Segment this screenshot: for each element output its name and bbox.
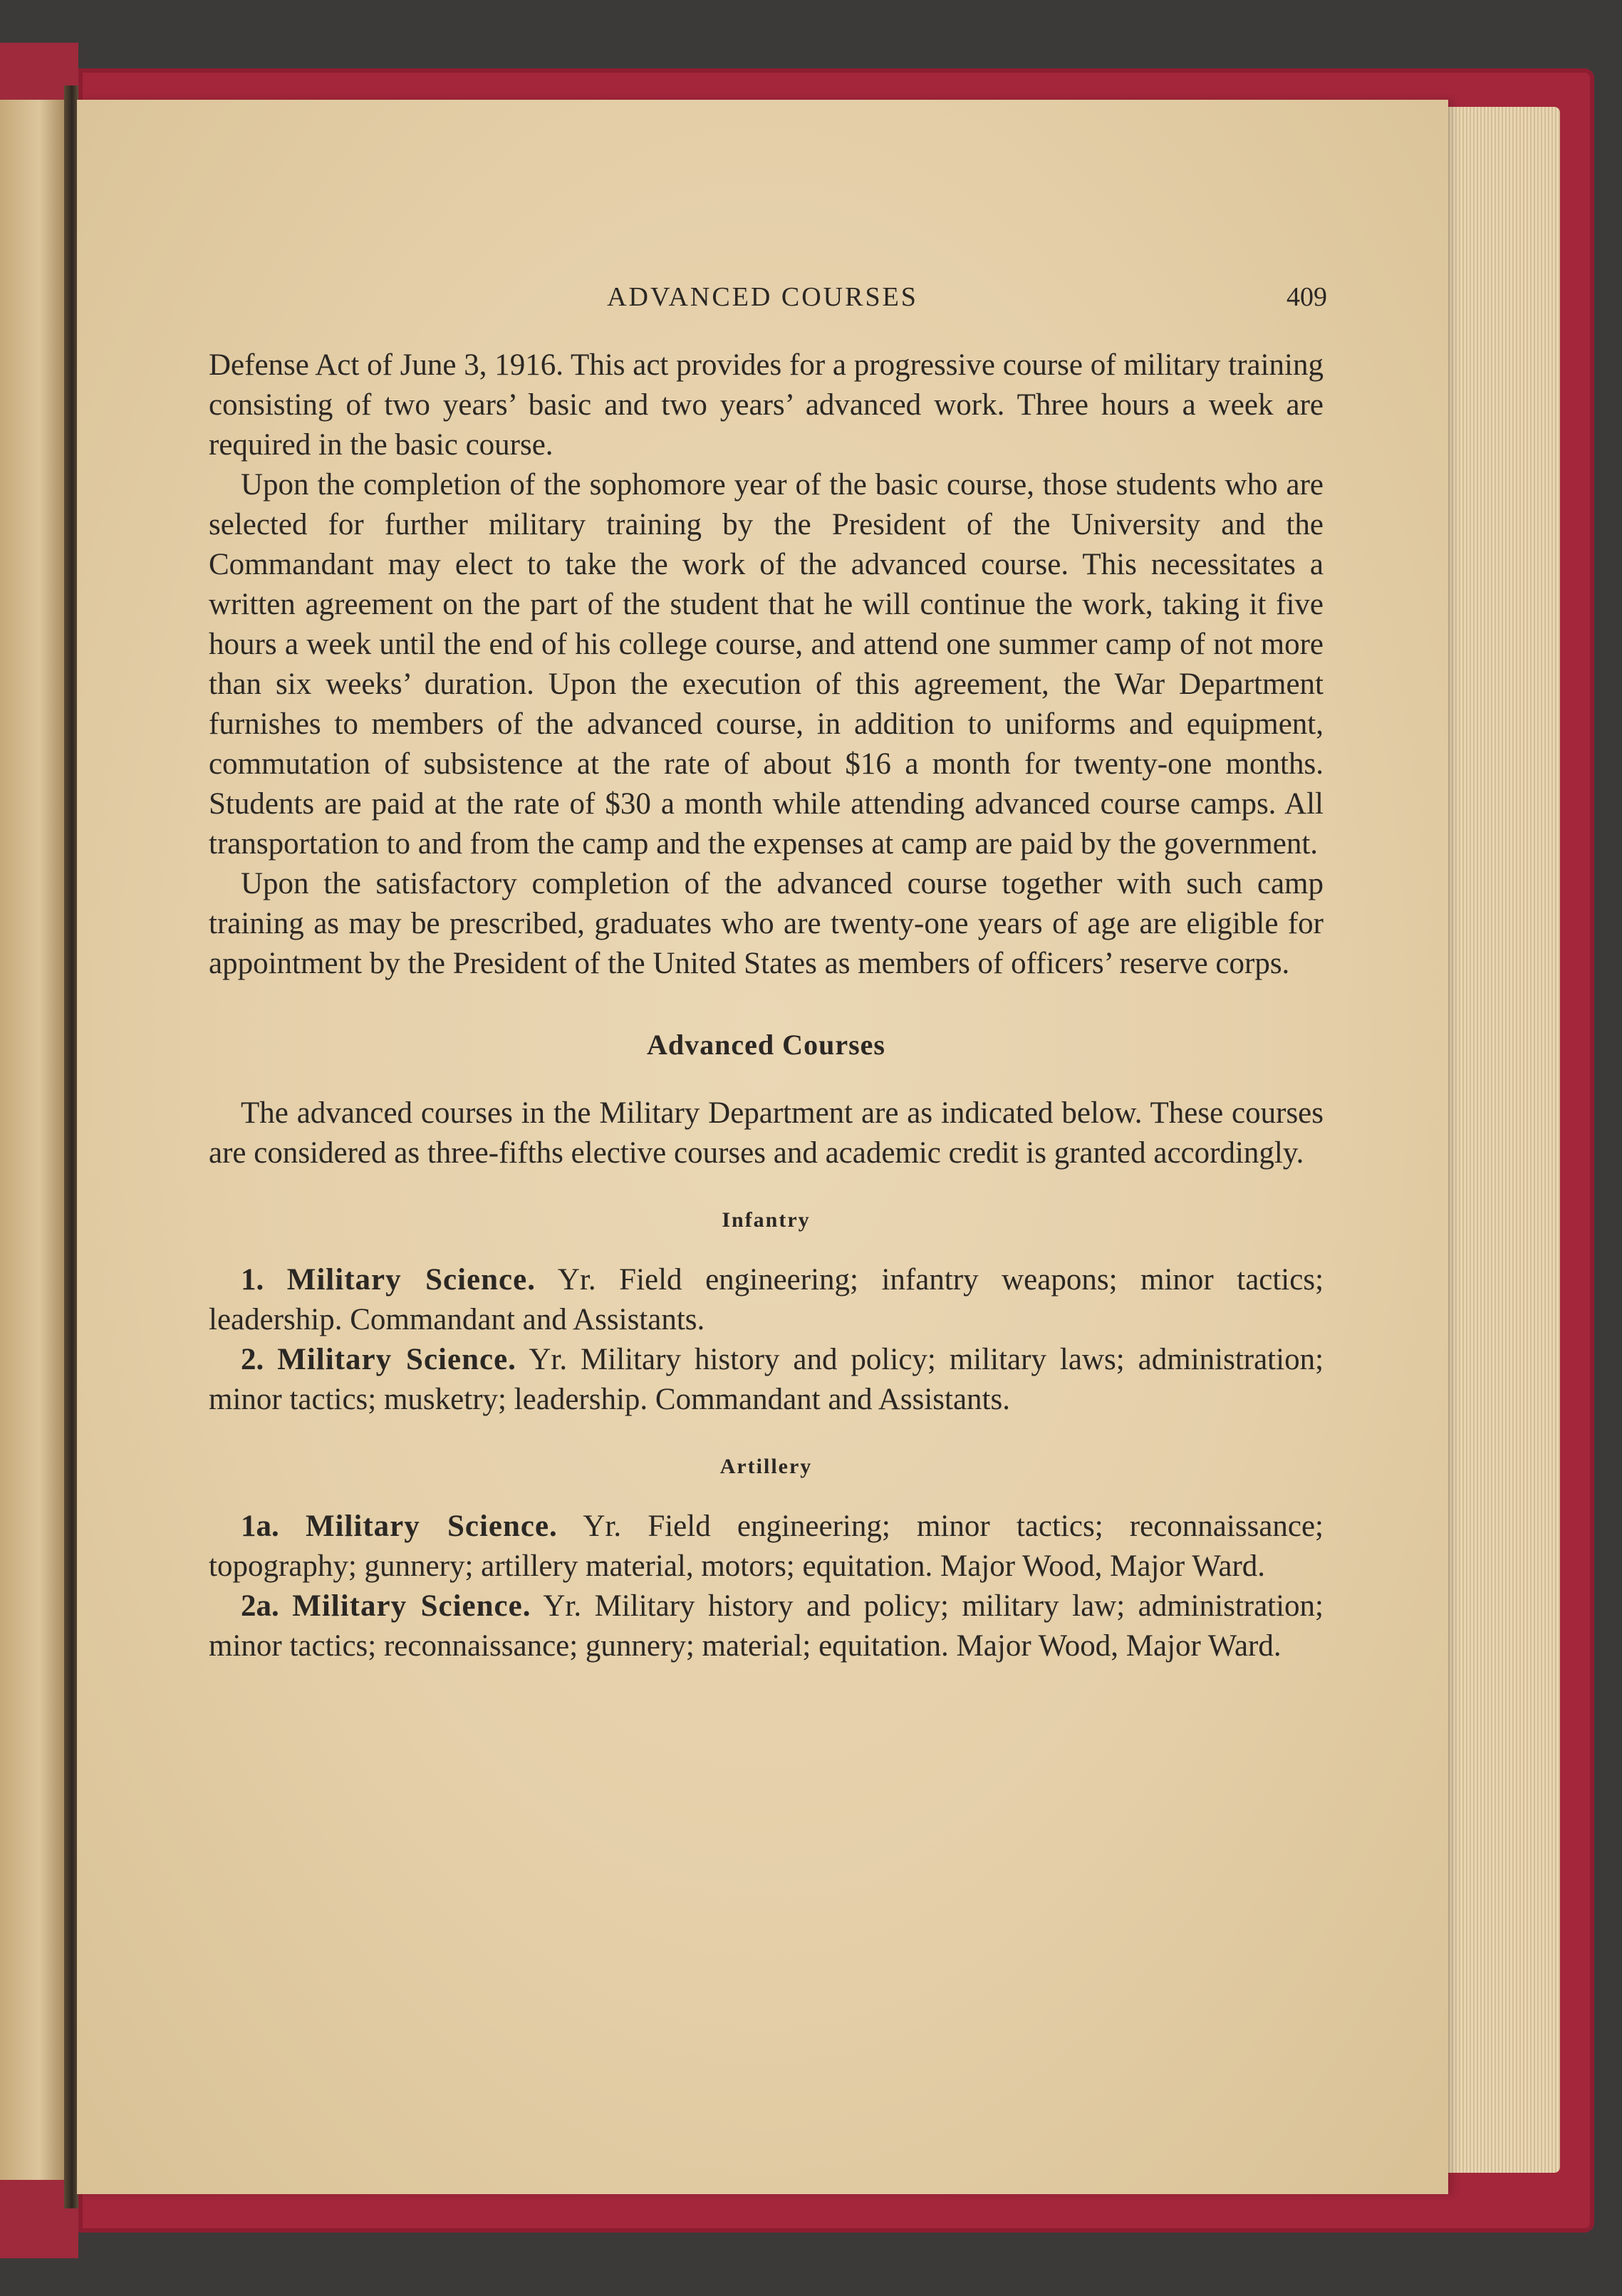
course-name: Military Science. (286, 1263, 536, 1297)
advanced-courses-intro: The advanced courses in the Military Department are as indicated below. These courses are considered as three-fifths elective courses and academic credit is granted accordingly. (209, 1096, 1324, 1170)
paragraph: Upon the satisfactory completion of the advanced course together with such camp training as may be prescribed, graduates who are twenty-one years of age are eligible for appointment by the President of the United States as members of officers’ reserve corps. (209, 867, 1324, 980)
book-page (77, 100, 1448, 2194)
course-description: Yr. Military history and policy; military laws; administration; minor tactics; musketry; leadership. Commandant and Assistants. (209, 1343, 1324, 1416)
course-description: Yr. Military history and policy; military law; administration; minor tactics; reconnaissance; gunnery; material; equitation. Major Wood, Major Ward. (209, 1589, 1324, 1663)
course-number: 1. (241, 1263, 264, 1297)
course-entry (209, 1340, 1324, 1420)
section-heading-advanced-courses: Advanced Courses (647, 1029, 885, 1061)
paragraph: Upon the completion of the sophomore year of the basic course, those students who are selected for further military training by the President of the University and the Commandant may elect to take the work of the advanced course. This necessitates a written agreement on the part of the student that he will continue the work, taking it five hours a week until the end of his college course, and attend one summer camp of not more than six weeks’ duration. Upon the execution of this agreement, the War Department furnishes to members of the advanced course, in addition to uniforms and equipment, commutation of subsistence at the rate of about $16 a month for twenty-one months. Students are paid at the rate of $30 a month while attending advanced course camps. All transportation to and from the camp and the expenses at camp are paid by the government. (209, 468, 1324, 861)
body-text (209, 346, 1324, 1666)
subheading-artillery: Artillery (719, 1455, 813, 1478)
course-description: Yr. Field engineering; minor tactics; reconnaissance; topography; gunnery; artillery material, motors; equitation. Major Wood, Major Ward. (209, 1510, 1324, 1583)
running-title: ADVANCED COURSES (607, 282, 918, 312)
paragraph: Defense Act of June 3, 1916. This act provides for a progressive course of military training consisting of two years’ basic and two years’ advanced work. Three hours a week are required in the basic course. (209, 348, 1324, 462)
course-name: Military Science. (292, 1589, 531, 1623)
course-entry (209, 1586, 1324, 1666)
course-number: 1a. (241, 1510, 279, 1543)
course-entry (209, 1507, 1324, 1586)
facing-page-edge (0, 100, 66, 2180)
page-number: 409 (1286, 282, 1327, 312)
course-name: Military Science. (305, 1510, 558, 1543)
course-number: 2a. (241, 1589, 279, 1623)
course-entry (209, 1260, 1324, 1340)
subheading-infantry: Infantry (722, 1208, 811, 1232)
course-description: Yr. Field engineering; infantry weapons; minor tactics; leadership. Commandant and Assistants. (209, 1263, 1324, 1336)
course-name: Military Science. (277, 1343, 516, 1376)
course-number: 2. (241, 1343, 264, 1376)
running-head (77, 281, 1448, 324)
